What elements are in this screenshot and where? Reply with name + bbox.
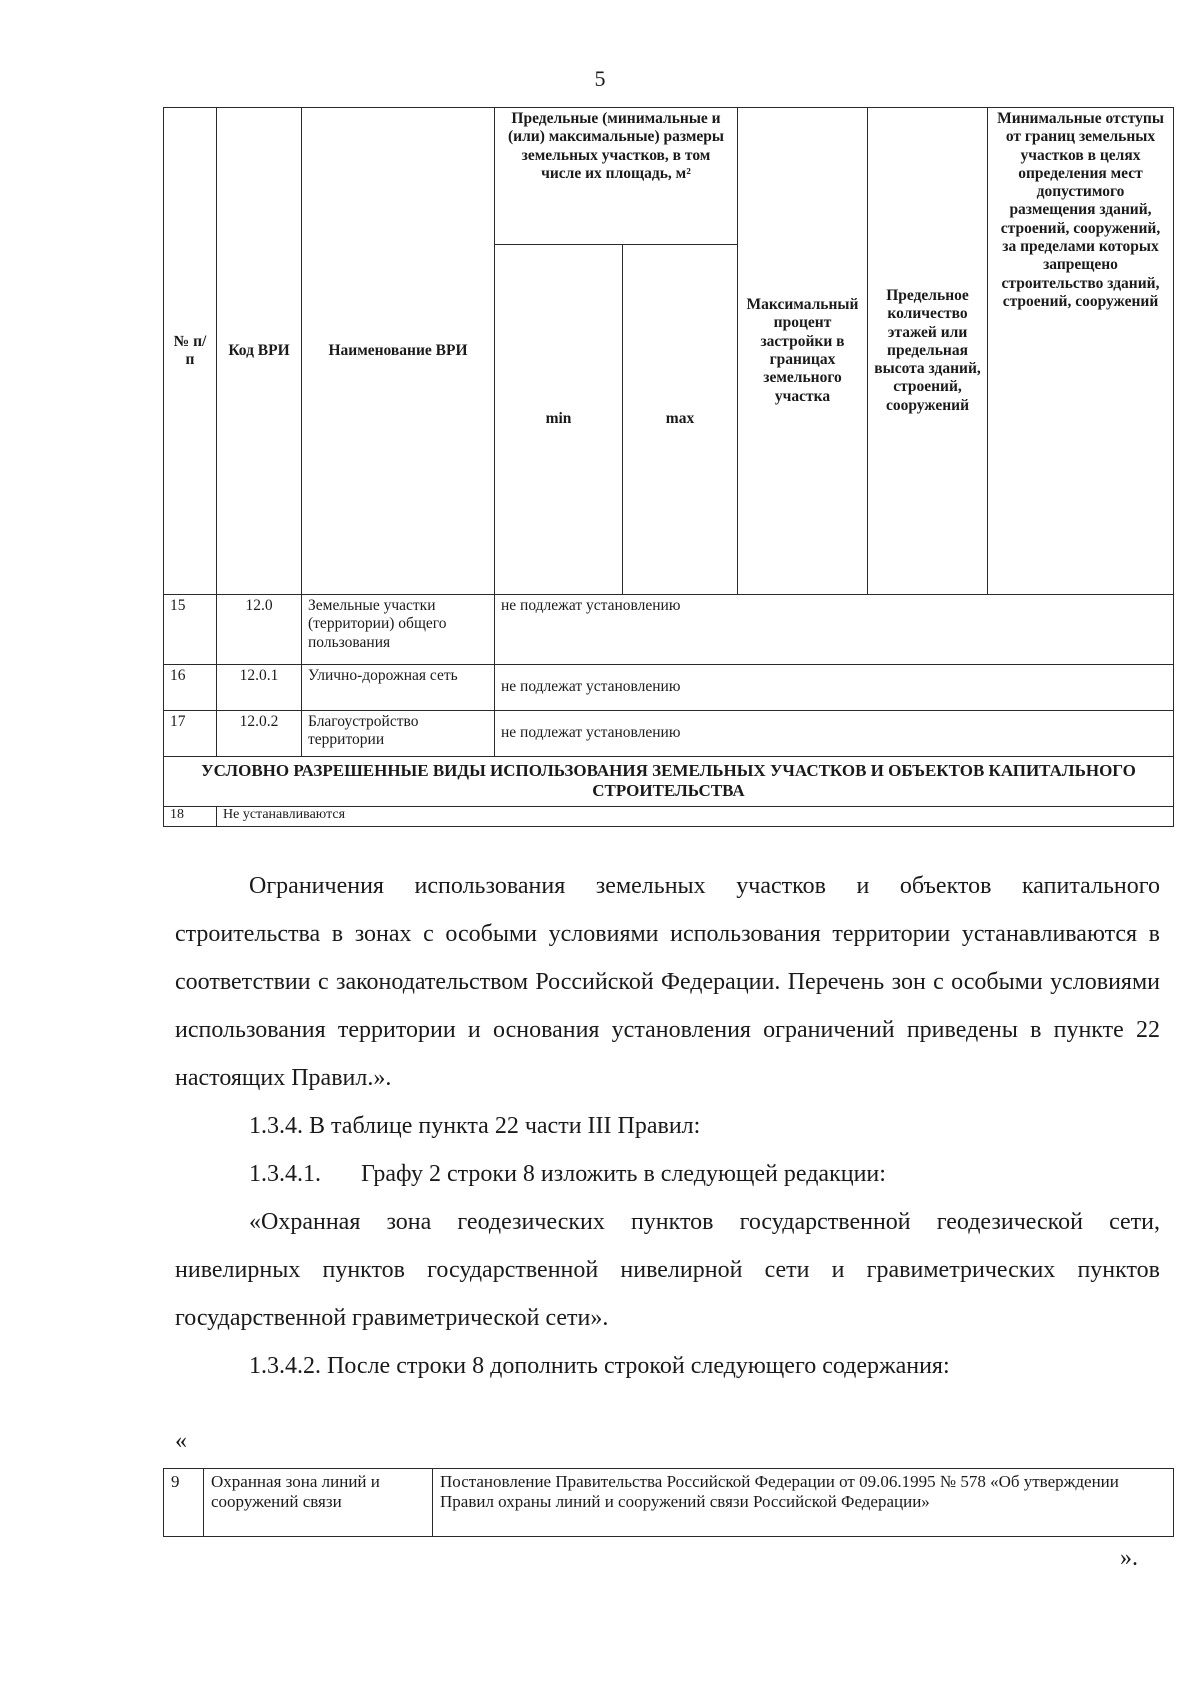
row-value: не подлежат установлению xyxy=(495,711,1174,757)
table-row xyxy=(164,1469,1174,1537)
table-row xyxy=(164,595,1174,665)
row-code: 12.0 xyxy=(217,595,302,665)
row-value: не подлежат установлению xyxy=(495,595,1174,665)
paragraph-1-3-4-1 xyxy=(175,1150,1160,1198)
paragraph-1-3-4-2: 1.3.4.2. После строки 8 дополнить строкой следующего содержания: xyxy=(249,1353,950,1379)
row-name: Улично-дорожная сеть xyxy=(302,665,495,711)
insert-table xyxy=(163,1468,1174,1537)
header-area-group: Предельные (минимальные и (или) максимальные) размеры земельных участков, в том числе их площадь, м² xyxy=(495,108,738,245)
page-number: 5 xyxy=(594,66,606,91)
header-name: Наименование ВРИ xyxy=(302,108,495,595)
row-value: не подлежат установлению xyxy=(495,665,1174,711)
header-max: max xyxy=(623,245,738,595)
table-row xyxy=(164,665,1174,711)
quote-close: ». xyxy=(1120,1545,1138,1571)
insert-basis: Постановление Правительства Российской Федерации от 09.06.1995 № 578 «Об утверждении Правил охраны линий и сооружений связи Российской Федерации» xyxy=(433,1469,1174,1537)
paragraph-zone-text: «Охранная зона геодезических пунктов государственной геодезической сети, нивелирных пунктов государственной нивелирной сети и гравиметрических пунктов государственной гравиметрической сети». xyxy=(175,1209,1160,1331)
header-num: № п/п xyxy=(164,108,217,595)
row-name: Земельные участки (территории) общего пользования xyxy=(302,595,495,665)
header-max-percent: Максимальный процент застройки в границах земельного участка xyxy=(738,108,868,595)
header-floors: Предельное количество этажей или предельная высота зданий, строений, сооружений xyxy=(868,108,988,595)
quote-open: « xyxy=(175,1428,187,1454)
body-text xyxy=(175,862,1160,1390)
row-code: 12.0.1 xyxy=(217,665,302,711)
paragraph-restrictions: Ограничения использования земельных участков и объектов капитального строительства в зонах с особыми условиями использования территории устанавливаются в соответствии с законодательством Российской Федерации. Перечень зон с особыми условиями использования территории и основания установления ограничений приведены в пункте 22 настоящих Правил.». xyxy=(175,873,1160,1091)
row-num: 16 xyxy=(164,665,217,711)
row-num: 17 xyxy=(164,711,217,757)
row-name: Благоустройство территории xyxy=(302,711,495,757)
row-num: 18 xyxy=(164,807,217,827)
header-code: Код ВРИ xyxy=(217,108,302,595)
section-title: УСЛОВНО РАЗРЕШЕННЫЕ ВИДЫ ИСПОЛЬЗОВАНИЯ ЗЕМЕЛЬНЫХ УЧАСТКОВ И ОБЪЕКТОВ КАПИТАЛЬНОГО СТРОИТЕЛЬСТВА xyxy=(164,757,1174,807)
paragraph-1-3-4: 1.3.4. В таблице пункта 22 части III Правил: xyxy=(249,1113,701,1139)
table-row xyxy=(164,711,1174,757)
insert-zone: Охранная зона линий и сооружений связи xyxy=(204,1469,433,1537)
row-code: 12.0.2 xyxy=(217,711,302,757)
land-use-table xyxy=(163,107,1174,827)
insert-num: 9 xyxy=(164,1469,204,1537)
table-row xyxy=(164,807,1174,827)
row-value: Не устанавливаются xyxy=(217,807,1174,827)
row-num: 15 xyxy=(164,595,217,665)
header-setbacks: Минимальные отступы от границ земельных участков в целях определения мест допустимого размещения зданий, строений, сооружений, за пределами которых запрещено строительство зданий, строений, сооружений xyxy=(988,108,1174,595)
paragraph-text: Графу 2 строки 8 изложить в следующей редакции: xyxy=(361,1161,886,1187)
header-min: min xyxy=(495,245,623,595)
paragraph-number: 1.3.4.1. xyxy=(249,1161,321,1187)
